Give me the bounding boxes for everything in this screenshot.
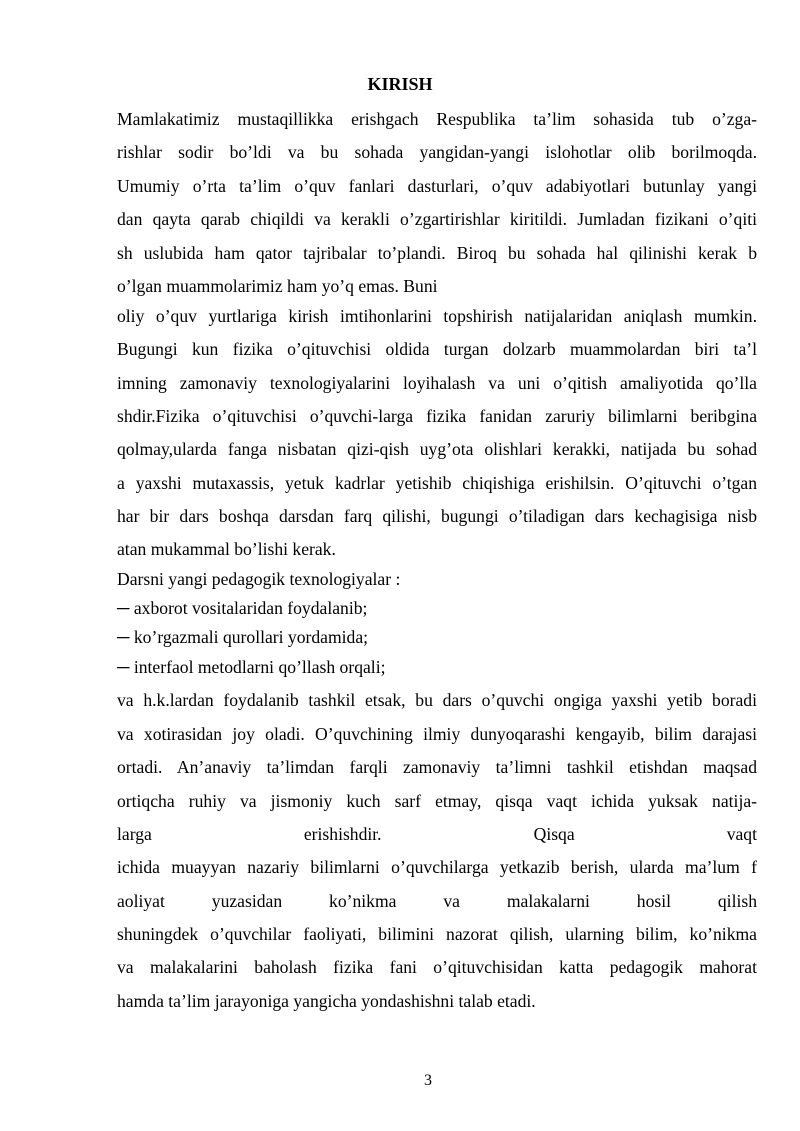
text-line: Bugungi kun fizika o’qituvchisi oldida turgan dolzarb muammolardan biri ta’l [117, 339, 757, 359]
page-number: 3 [424, 1072, 432, 1089]
text-line: Umumiy o’rta ta’lim o’quv fanlari dasturlari, o’quv adabiyotlari butunlay yangi [117, 176, 757, 196]
text-line: aoliyat yuzasidan ko’nikma va malakalarni hosil qilish [117, 891, 757, 911]
text-line: Mamlakatimiz mustaqillikka erishgach Respublika ta’lim sohasida tub o’zga- [117, 109, 757, 129]
text-line: Darsni yangi pedagogik texnologiyalar : [117, 569, 401, 589]
text-line: oliy o’quv yurtlariga kirish imtihonlarini topshirish natijalaridan aniqlash mumkin. [117, 306, 757, 326]
text-line: ichida muayyan nazariy bilimlarni o’quvchilarga yetkazib berish, ularda ma’lum f [117, 857, 757, 877]
text-line: va malakalarini baholash fizika fani o’qituvchisidan katta pedagogik mahorat [117, 957, 757, 977]
text-line: rishlar sodir bo’ldi va bu sohada yangidan-yangi islohotlar olib borilmoqda. [117, 142, 757, 162]
text-line: ortadi. An’anaviy ta’limdan farqli zamonaviy ta’limni tashkil etishdan maqsad [117, 757, 757, 777]
text-line: atan mukammal bo’lishi kerak. [117, 539, 336, 559]
text-line: hamda ta’lim jarayoniga yangicha yondashishni talab etadi. [117, 991, 536, 1011]
text-line: ortiqcha ruhiy va jismoniy kuch sarf etmay, qisqa vaqt ichida yuksak natija- [117, 791, 757, 811]
text-line: shuningdek o’quvchilar faoliyati, bilimini nazorat qilish, ularning bilim, ko’nikma [117, 924, 757, 944]
bullet-item: ─ axborot vositalaridan foydalanib; [117, 598, 368, 618]
bullet-item: ─ interfaol metodlarni qo’llash orqali; [117, 657, 386, 677]
text-line: o’lgan muammolarimiz ham yo’q emas. Buni [117, 276, 438, 296]
text-line: har bir dars boshqa darsdan farq qilishi, bugungi o’tiladigan dars kechagisiga nisb [117, 506, 757, 526]
text-line: qolmay,ularda fanga nisbatan qizi-qish uyg’ota olishlari kerakki, natijada bu sohad [117, 439, 757, 459]
text-line: larga erishishdir. Qisqa vaqt [117, 824, 757, 844]
text-line: imning zamonaviy texnologiyalarini loyihalash va uni o’qitish amaliyotida qo’lla [117, 373, 757, 393]
text-line: shdir.Fizika o’qituvchisi o’quvchi-larga fizika fanidan zaruriy bilimlarni beribgina [117, 406, 757, 426]
text-line: sh uslubida ham qator tajribalar to’plandi. Biroq bu sohada hal qilinishi kerak b [117, 243, 757, 263]
text-line: va h.k.lardan foydalanib tashkil etsak, bu dars o’quvchi ongiga yaxshi yetib boradi [117, 690, 757, 710]
section-title: KIRISH [367, 74, 433, 94]
bullet-item: ─ ko’rgazmali qurollari yordamida; [117, 627, 369, 647]
text-line: va xotirasidan joy oladi. O’quvchining ilmiy dunyoqarashi kengayib, bilim darajasi [117, 724, 757, 744]
text-line: a yaxshi mutaxassis, yetuk kadrlar yetishib chiqishiga erishilsin. O’qituvchi o’tgan [117, 473, 757, 493]
text-line: dan qayta qarab chiqildi va kerakli o’zgartirishlar kiritildi. Jumladan fizikani o’qiti [117, 209, 757, 229]
